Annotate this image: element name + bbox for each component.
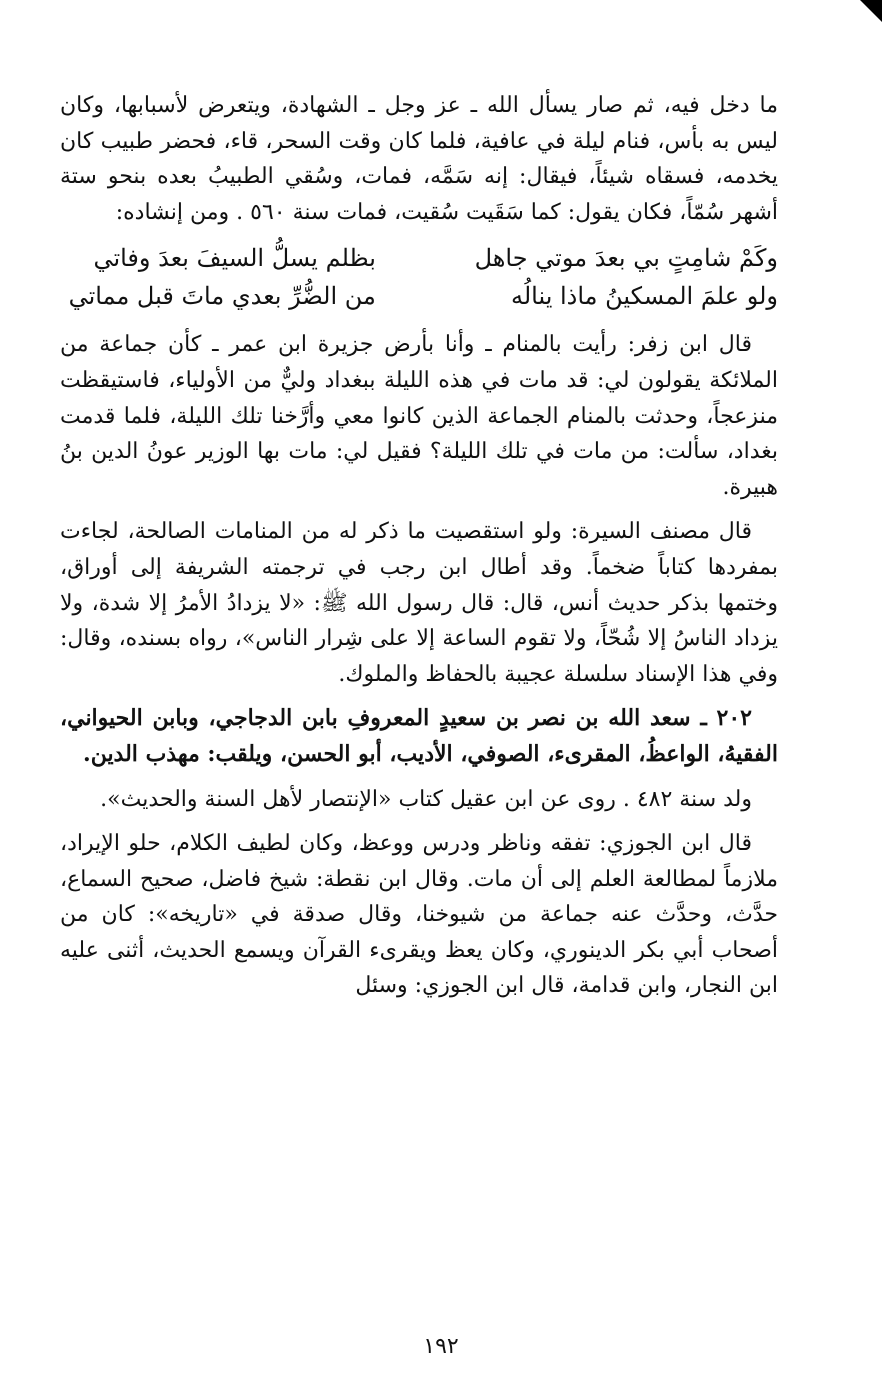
page-number: ١٩٢ <box>423 1334 459 1359</box>
entry-biography: قال ابن الجوزي: تفقه وناظر ودرس ووعظ، وكان لطيف الكلام، حلو الإيراد، ملازماً لمطالعة العلم إلى أن مات. وقال ابن نقطة: شيخ فاضل، صحيح السماع، حدَّث، وحدَّث عنه جماعة من شيوخنا، وقال صدقة في «تاريخه»: كان من أصحاب أبي بكر الدينوري، وكان يعظ ويقرىء القرآن ويسمع الحديث، أثنى عليه ابن النجار، وابن قدامة، قال ابن الجوزي: وسئل <box>60 831 778 999</box>
poem-verse-2-first-hemistich: ولو علمَ المسكينُ ماذا ينالُه <box>510 282 778 311</box>
poem-verse-1-second-hemistich: بظلم يسلُّ السيفَ بعدَ وفاتي <box>93 244 376 273</box>
entry-birth: ولد سنة ٤٨٢ . روى عن ابن عقيل كتاب «الإنتصار لأهل السنة والحديث». <box>100 786 752 812</box>
poem <box>60 239 778 315</box>
paragraph-1: ما دخل فيه، ثم صار يسأل الله ـ عز وجل ـ الشهادة، ويتعرض لأسبابها، وكان ليس به بأس، فنام ليلة في عافية، فلما كان وقت السحر، قاء، فحضر طبيب كان يخدمه، فسقاه شيئاً، فيقال: إنه سَمَّه، فمات، وسُقي الطبيبُ بعده بنحو ستة أشهر سُمّاً، فكان يقول: كما سَقَيت سُقيت، فمات سنة ٥٦٠ . ومن إنشاده: <box>60 93 778 225</box>
poem-verse-2-second-hemistich: من الضُّرِّ بعدي ماتَ قبل مماتي <box>68 282 376 311</box>
page-body <box>60 88 778 1013</box>
page-corner-mark <box>860 0 882 22</box>
paragraph-ibn-zafar: قال ابن زفر: رأيت بالمنام ـ وأنا بأرض جزيرة ابن عمر ـ كأن جماعة من الملائكة يقولون لي: قد مات في هذه الليلة ببغداد وليٌّ من الأولياء، فاستيقظت منزعجاً، وحدثت بالمنام الجماعة الذين كانوا معي وأرَّخنا تلك الليلة، فلما قدمت بغداد، سألت: من مات في تلك الليلة؟ فقيل لي: مات بها الوزير عونُ الدين بنُ هبيرة. <box>60 332 778 500</box>
poem-verse-1 <box>60 239 778 277</box>
paragraph-author-note: قال مصنف السيرة: ولو استقصيت ما ذكر له من المنامات الصالحة، لجاءت بمفردها كتاباً ضخماً. وقد أطال ابن رجب في ترجمته الشريفة إلى أوراق، وختمها بذكر حديث أنس، قال: قال رسول الله ﷺ: «لا يزدادُ الأمرُ إلا شدة، ولا يزداد الناسُ إلا شُحّاً، ولا تقوم الساعة إلا على شِرار الناس»، رواه بسنده، وقال: وفي هذا الإسناد سلسلة عجيبة بالحفاظ والملوك. <box>60 519 778 687</box>
poem-verse-1-first-hemistich: وكَمْ شامِتٍ بي بعدَ موتي جاهل <box>474 244 778 273</box>
entry-heading: ٢٠٢ ـ سعد الله بن نصر بن سعيدٍ المعروفِ بابن الدجاجي، وبابن الحيواني، الفقيهُ، الواعظُ، المقرىء، الصوفي، الأديب، أبو الحسن، ويلقب: مهذب الدين. <box>60 705 778 767</box>
poem-verse-2 <box>60 277 778 315</box>
